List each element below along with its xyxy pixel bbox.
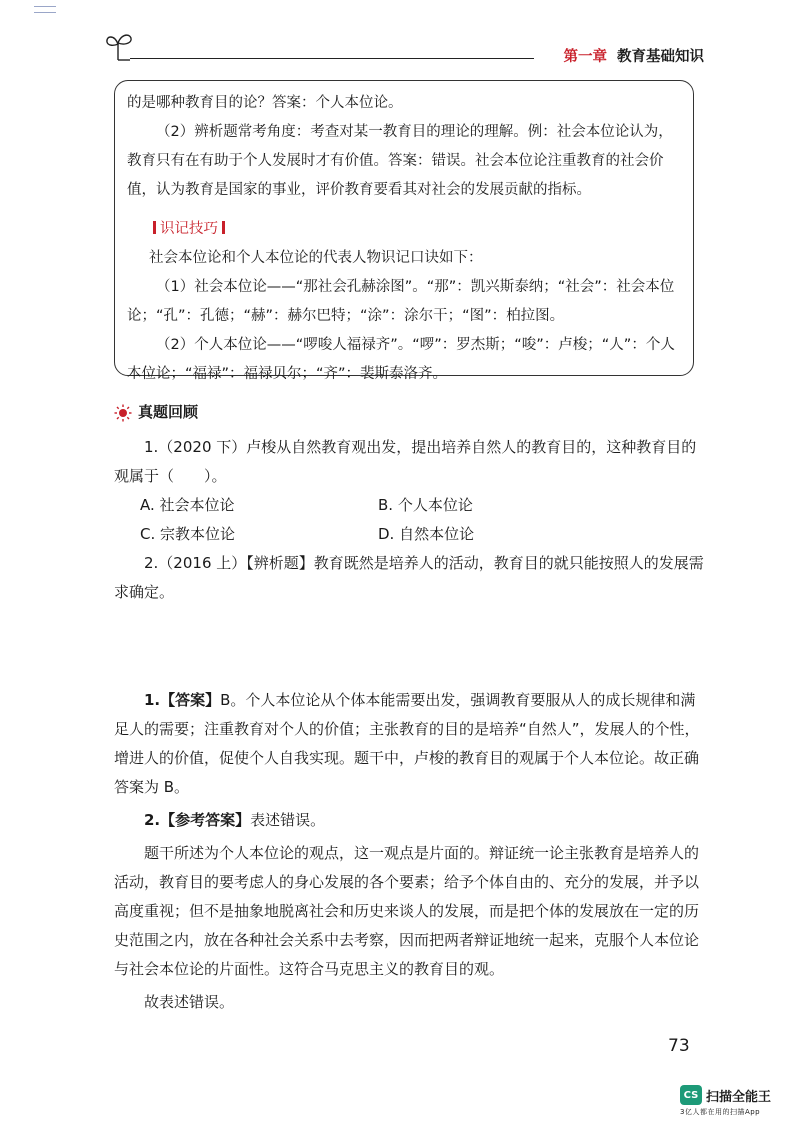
scanner-logo-icon: CS — [680, 1085, 702, 1105]
notes-box — [114, 80, 694, 382]
tip-line-2: （1）社会本位论——“那社会孔赫涂图”。“那”：凯兴斯泰纳；“社会”：社会本位论；“孔”：孔德；“赫”：赫尔巴特；“涂”：涂尔干；“图”：柏拉图。 — [127, 279, 675, 324]
chapter-label — [564, 45, 705, 66]
option-a: A. 社会本位论 — [140, 496, 235, 514]
option-c: C. 宗教本位论 — [140, 525, 236, 543]
answer-1-label: 1.【答案】 — [144, 691, 221, 709]
scan-mark — [34, 6, 56, 13]
chapter-header — [104, 26, 704, 66]
tip-line-3: （2）个人本位论——“啰唆人福禄齐”。“啰”：罗杰斯；“唆”：卢梭；“人”：个人本位论；“福禄”：福禄贝尔；“齐”：裴斯泰洛齐。 — [127, 337, 675, 382]
question-1-options — [114, 491, 704, 549]
answer-1 — [114, 686, 704, 802]
answer-2-conclusion: 故表述错误。 — [144, 993, 235, 1011]
box-line-1: 的是哪种教育目的论？答案：个人本位论。 — [127, 95, 403, 111]
answer-2-text: 表述错误。 — [250, 811, 326, 829]
answers-section — [114, 686, 704, 1017]
answer-2-label: 2.【参考答案】 — [144, 811, 251, 829]
review-title-text: 真题回顾 — [138, 403, 199, 421]
answer-2-paragraph: 题干所述为个人本位论的观点，这一观点是片面的。辩证统一论主张教育是培养人的活动，教育目的要考虑人的身心发展的各个要素；给予个体自由的、充分的发展，并予以高度重视；但不是抽象地脱离社会和历史来谈人的发展，而是把个体的发展放在一定的历史范围之内，放在各种社会关系中去考察，因而把两者辩证地统一起来，克服个人本位论与社会本位论的片面性。这符合马克思主义的教育目的观。 — [114, 844, 700, 978]
review-title — [114, 398, 704, 427]
chapter-title: 教育基础知识 — [617, 49, 704, 65]
page-number: 73 — [668, 1036, 690, 1056]
chapter-number: 第一章 — [563, 49, 607, 65]
memory-tip-text: 识记技巧 — [160, 221, 218, 237]
answer-1-text: B。个人本位论从个体本能需要出发，强调教育要服从人的成长规律和满足人的需要；注重教育对个人的价值；主张教育的目的是培养“自然人”，发展人的个性，增进人的价值，促使个人自我实现。题干中，卢梭的教育目的观属于个人本位论。故正确答案为 B。 — [114, 691, 700, 796]
scanner-slogan: 3亿人都在用的扫描App — [680, 1108, 761, 1116]
question-1: 1.（2020 下）卢梭从自然教育观出发，提出培养自然人的教育目的，这种教育目的观属于（ ）。 — [114, 438, 697, 485]
option-d: D. 自然本位论 — [378, 525, 475, 543]
review-section — [114, 398, 704, 607]
header-rule — [130, 58, 534, 59]
answer-2 — [114, 806, 704, 835]
sun-icon — [114, 404, 132, 422]
sprout-icon — [104, 26, 134, 62]
scanner-name: 扫描全能王 — [706, 1089, 772, 1105]
question-2: 2.（2016 上）【辨析题】教育既然是培养人的活动，教育目的就只能按照人的发展需求确定。 — [114, 554, 704, 601]
option-b: B. 个人本位论 — [378, 496, 473, 514]
tip-line-1: 社会本位论和个人本位论的代表人物识记口诀如下： — [149, 250, 483, 266]
scanner-watermark — [680, 1085, 771, 1117]
memory-tip-label — [127, 215, 681, 244]
box-line-2: （2）辨析题常考角度：考查对某一教育目的理论的理解。例：社会本位论认为，教育只有在有助于个人发展时才有价值。答案：错误。社会本位论注重教育的社会价值，认为教育是国家的事业，评价教育要看其对社会的发展贡献的指标。 — [127, 124, 673, 198]
